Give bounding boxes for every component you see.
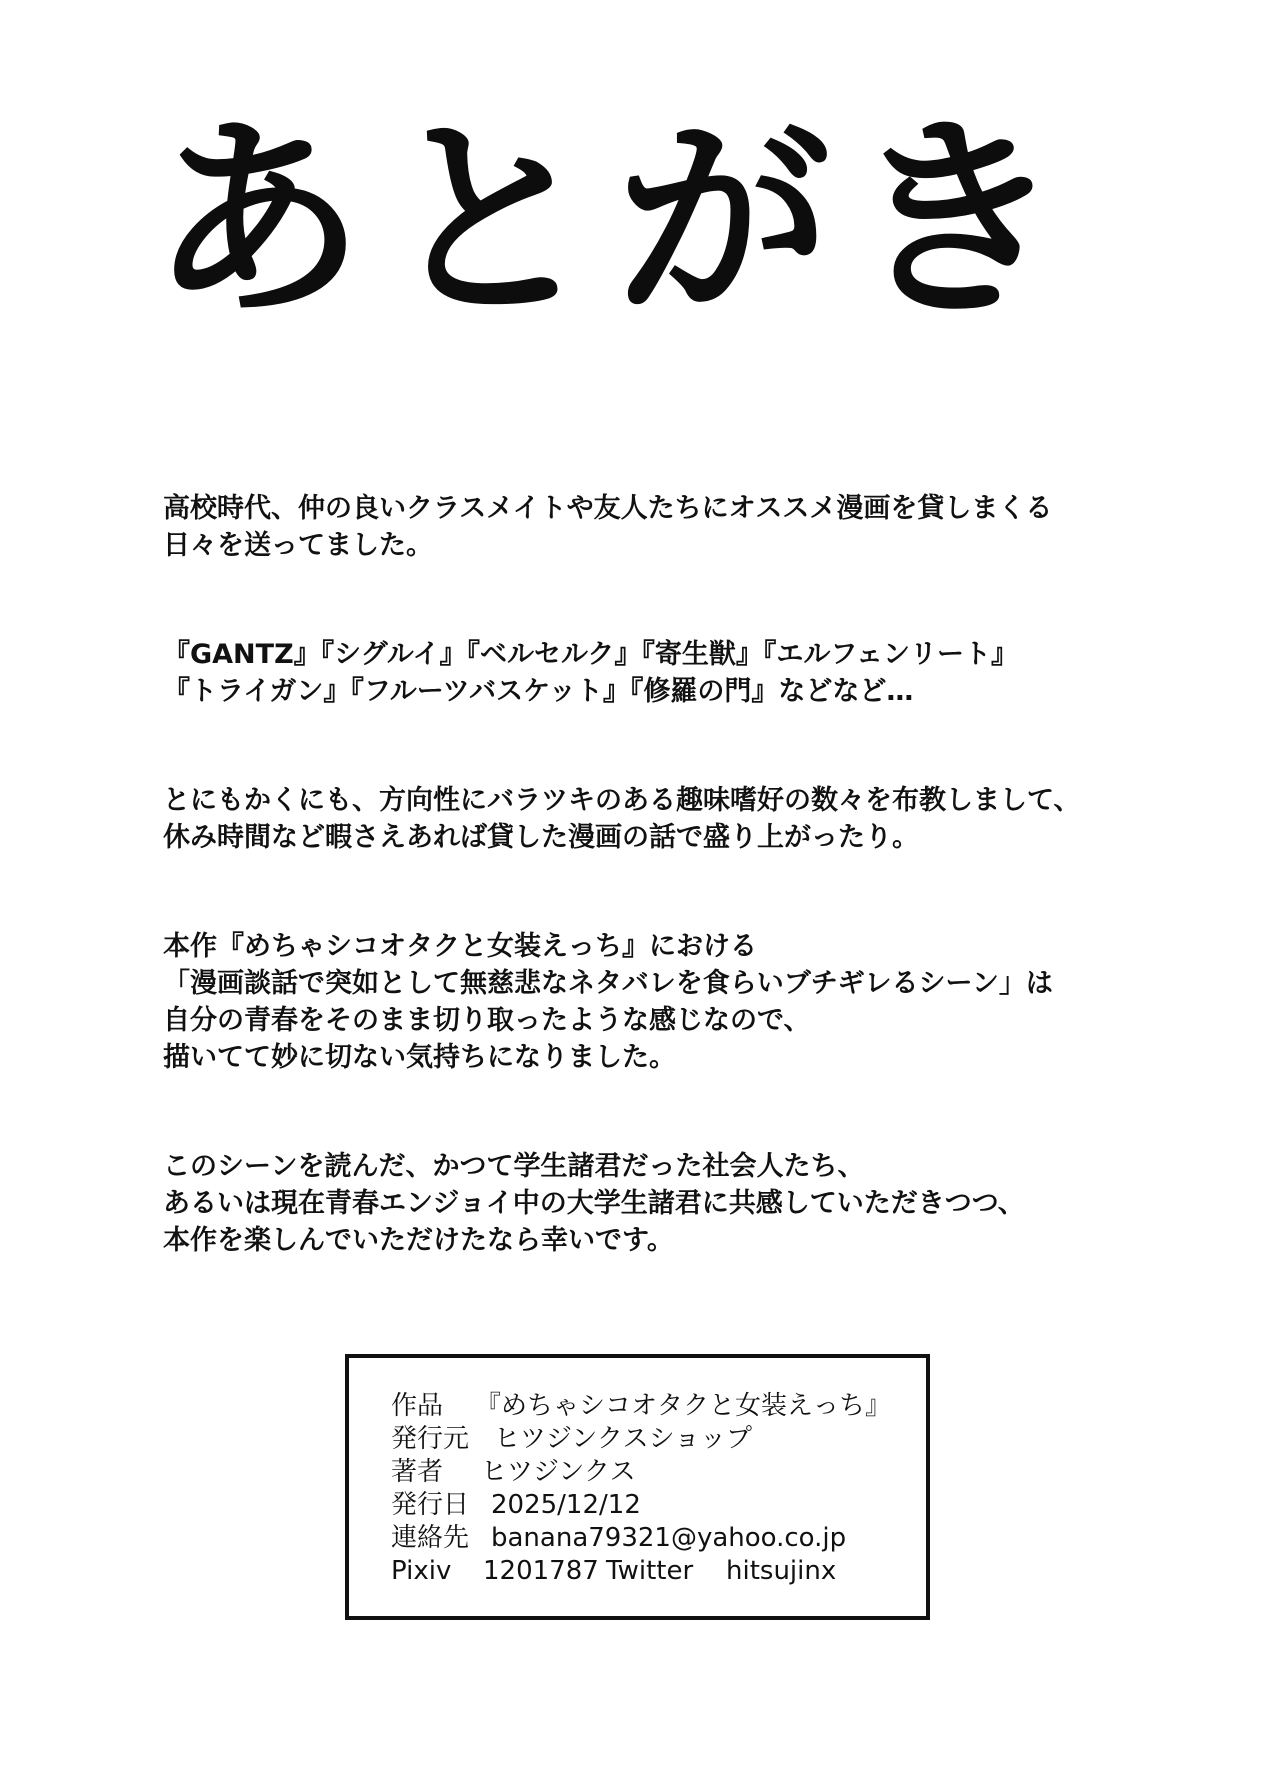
paragraph-line: 高校時代、仲の良いクラスメイトや友人たちにオススメ漫画を貸しまくる: [163, 493, 1053, 524]
work-value: 『めちゃシコオタクと女装えっち』: [475, 1391, 892, 1421]
twitter-handle: hitsujinx: [726, 1556, 837, 1586]
colophon-box: [345, 1354, 930, 1620]
paragraph-line: 自分の青春をそのまま切り取ったような感じなので、: [163, 1005, 811, 1036]
paragraph-5: [163, 1148, 1163, 1259]
colophon-row-date: [391, 1489, 891, 1522]
pixiv-label: Pixiv: [391, 1556, 452, 1586]
publisher-value: ヒツジンクスショップ: [494, 1424, 753, 1454]
author-label: 著者: [391, 1457, 444, 1487]
paragraph-3: [163, 782, 1163, 856]
paragraph-line: とにもかくにも、方向性にバラツキのある趣味嗜好の数々を布教しまして、: [163, 785, 1081, 816]
afterword-body: [163, 490, 1163, 1331]
date-label: 発行日: [391, 1490, 470, 1520]
contact-email: banana79321@yahoo.co.jp: [491, 1523, 847, 1553]
paragraph-line: 本作『めちゃシコオタクと女装えっち』における: [163, 931, 757, 962]
colophon-row-publisher: [391, 1423, 891, 1456]
pixiv-id: 1201787: [483, 1556, 599, 1586]
paragraph-line: 描いてて妙に切ない気持ちになりました。: [163, 1042, 676, 1073]
colophon-row-sns: [391, 1555, 891, 1588]
paragraph-line: このシーンを読んだ、かつて学生諸君だった社会人たち、: [163, 1151, 865, 1182]
author-value: ヒツジンクス: [481, 1457, 636, 1487]
colophon-row-work: [391, 1390, 891, 1423]
paragraph-line: 休み時間など暇さえあれば貸した漫画の話で盛り上がったり。: [163, 822, 919, 853]
paragraph-line: あるいは現在青春エンジョイ中の大学生諸君に共感していただきつつ、: [163, 1188, 1025, 1219]
paragraph-2: [163, 636, 1163, 710]
paragraph-line: 『トライガン』『フルーツバスケット』『修羅の門』などなど…: [163, 676, 914, 707]
page-title: あとがき: [150, 93, 1082, 346]
colophon-row-author: [391, 1456, 891, 1489]
paragraph-4: [163, 928, 1163, 1076]
paragraph-1: [163, 490, 1163, 564]
contact-label: 連絡先: [391, 1523, 470, 1553]
paragraph-line: 日々を送ってました。: [163, 530, 433, 561]
paragraph-line: 本作を楽しんでいただけたなら幸いです。: [163, 1225, 674, 1256]
colophon-rows: [391, 1390, 891, 1588]
paragraph-line: 『GANTZ』『シグルイ』『ベルセルク』『寄生獣』『エルフェンリート』: [163, 639, 1019, 670]
twitter-label: Twitter: [606, 1556, 694, 1586]
publisher-label: 発行元: [391, 1424, 470, 1454]
work-label: 作品: [391, 1391, 444, 1421]
colophon-row-contact: [391, 1522, 891, 1555]
date-value: 2025/12/12: [491, 1490, 641, 1520]
paragraph-line: 「漫画談話で突如として無慈悲なネタバレを食らいブチギレるシーン」は: [163, 968, 1053, 999]
